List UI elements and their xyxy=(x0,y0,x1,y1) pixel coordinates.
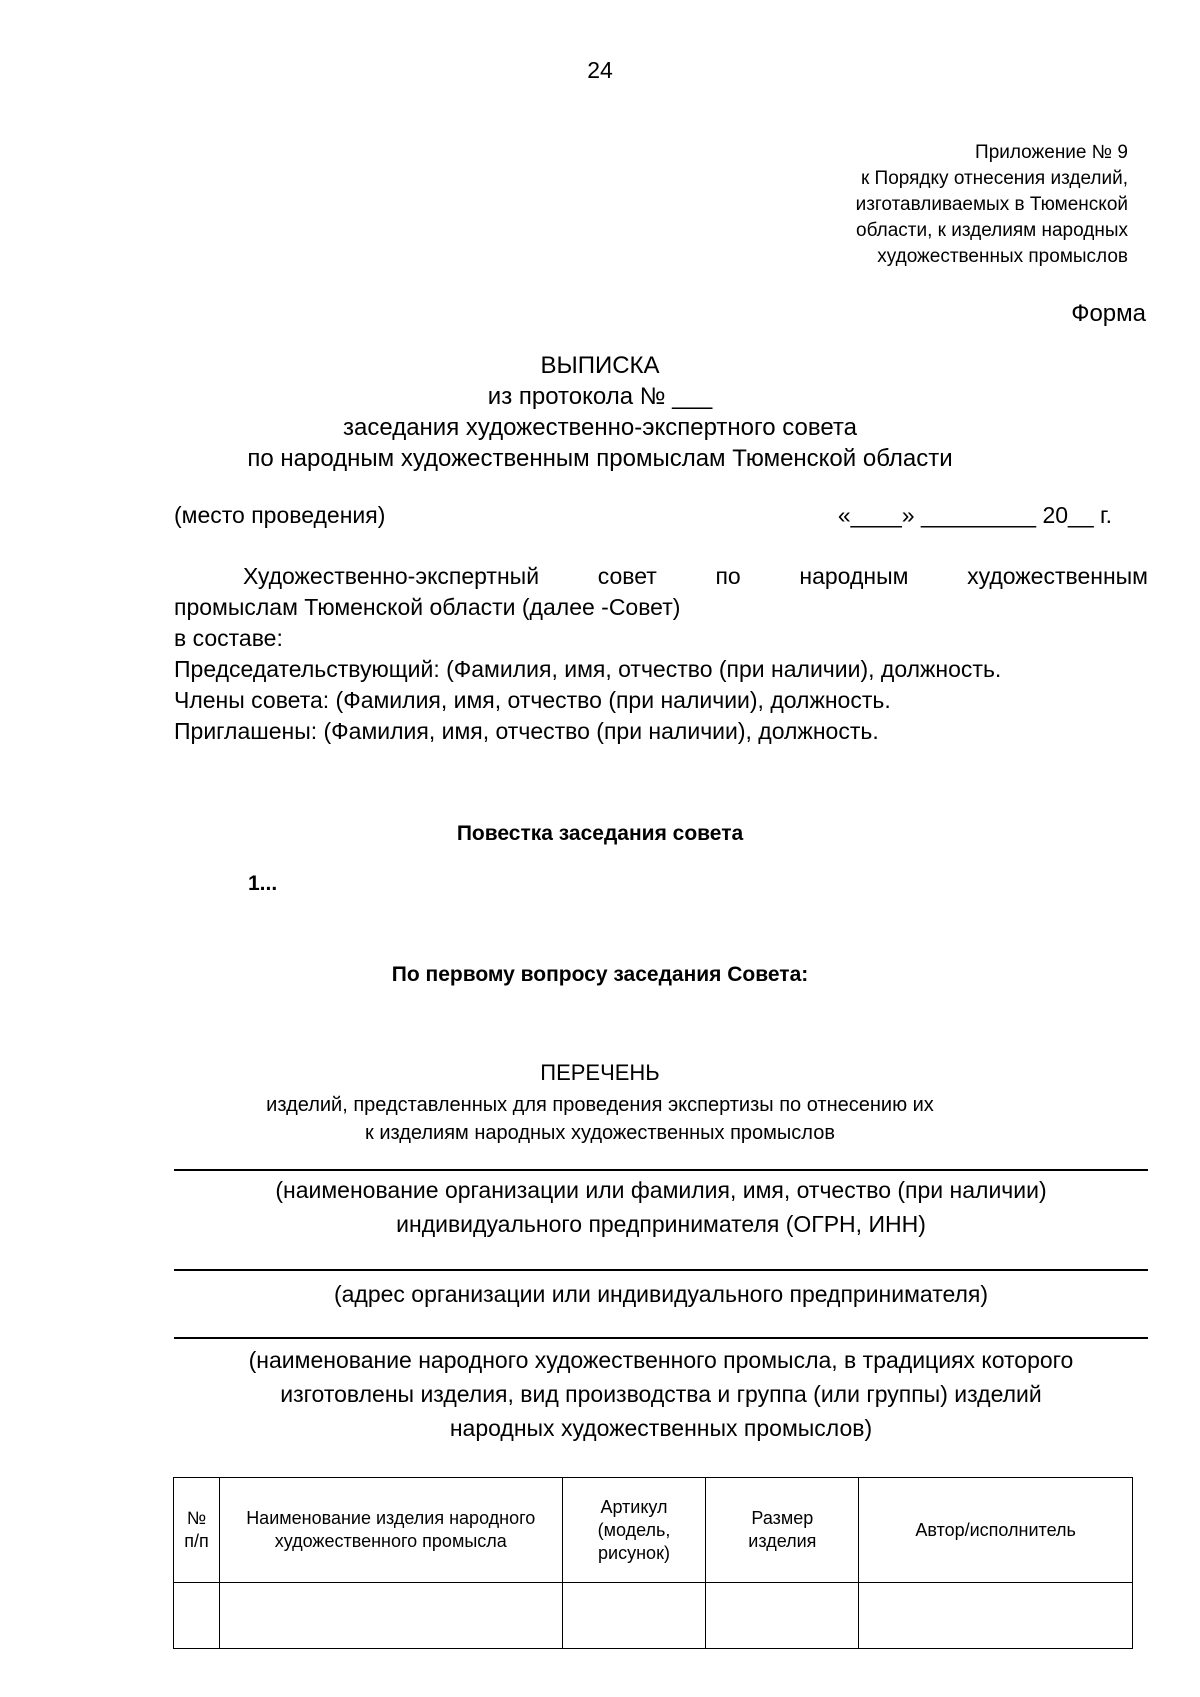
header-text: № xyxy=(186,1508,207,1528)
header-text: рисунок) xyxy=(598,1542,670,1563)
caption-line: (адрес организации или индивидуального предпринимателя) xyxy=(333,1281,989,1307)
agenda-item: 1... xyxy=(248,872,278,895)
table-header-row xyxy=(174,1478,1133,1583)
caption-line: индивидуального предпринимателя (ОГРН, ИНН) xyxy=(396,1211,926,1237)
title-line: по народным художественным промыслам Тюменской области xyxy=(247,445,953,472)
caption-line: (наименование организации или фамилия, имя, отчество (при наличии) xyxy=(275,1177,1047,1203)
invited-line: Приглашены: (Фамилия, имя, отчество (при наличии), должность. xyxy=(174,718,879,744)
address-underline xyxy=(174,1269,1148,1271)
table-cell xyxy=(562,1583,706,1649)
address-caption xyxy=(174,1277,1148,1311)
caption-line: народных художественных промыслов) xyxy=(449,1415,873,1441)
appendix-line: области, к изделиям народных xyxy=(856,220,1128,241)
list-subtitle xyxy=(0,1091,1200,1147)
page-number: 24 xyxy=(587,57,613,83)
header-text: художественного промысла xyxy=(274,1531,507,1551)
agenda-heading: Повестка заседания совета xyxy=(456,822,744,845)
members-line: Члены совета: (Фамилия, имя, отчество (при наличии), должность. xyxy=(174,687,891,713)
header-text: (модель, xyxy=(597,1519,671,1540)
caption-line: (наименование народного художественного промысла, в традициях которого xyxy=(248,1347,1074,1373)
org-underline xyxy=(174,1169,1148,1171)
header-size xyxy=(706,1478,859,1583)
appendix-line: к Порядку отнесения изделий, xyxy=(860,168,1128,189)
document-title xyxy=(150,350,1050,474)
chair-line: Председательствующий: (Фамилия, имя, отчество (при наличии), должность. xyxy=(174,656,1002,682)
body-line: промыслам Тюменской области (далее -Совет) xyxy=(174,594,681,620)
header-text: Размер xyxy=(751,1508,814,1528)
header-article xyxy=(562,1478,706,1583)
list-subtitle-line: изделий, представленных для проведения экспертизы по отнесению их xyxy=(266,1094,934,1116)
appendix-line: Приложение № 9 xyxy=(975,142,1128,163)
craft-underline xyxy=(174,1337,1148,1339)
form-label: Форма xyxy=(1071,300,1146,327)
header-text: Артикул xyxy=(600,1496,668,1517)
table-cell xyxy=(174,1583,220,1649)
header-number xyxy=(174,1478,220,1583)
craft-caption xyxy=(174,1343,1148,1445)
org-caption xyxy=(174,1173,1148,1241)
body-line: Художественно-экспертный совет по народным художественным xyxy=(243,563,1148,589)
date-line: «____» _________ 20__ г. xyxy=(837,502,1112,528)
header-item-name xyxy=(219,1478,562,1583)
table-cell xyxy=(219,1583,562,1649)
title-line: из протокола № ___ xyxy=(487,383,713,410)
table-row xyxy=(174,1583,1133,1649)
header-text: Наименование изделия народного xyxy=(246,1508,536,1528)
appendix-line: художественных промыслов xyxy=(877,246,1128,267)
table-cell xyxy=(859,1583,1133,1649)
list-title: ПЕРЕЧЕНЬ xyxy=(540,1060,660,1085)
council-composition xyxy=(174,561,1148,747)
header-author: Автор/исполнитель xyxy=(859,1478,1133,1583)
body-line: в составе: xyxy=(174,625,283,651)
table-cell xyxy=(706,1583,859,1649)
items-table xyxy=(173,1477,1133,1649)
list-subtitle-line: к изделиям народных художественных промыслов xyxy=(365,1122,835,1144)
header-text: п/п xyxy=(184,1531,209,1551)
first-question-heading: По первому вопросу заседания Совета: xyxy=(391,963,809,986)
appendix-line: изготавливаемых в Тюменской xyxy=(855,194,1128,215)
place-label: (место проведения) xyxy=(174,502,386,528)
title-line: заседания художественно-экспертного совета xyxy=(343,414,857,441)
header-text: изделия xyxy=(748,1531,817,1551)
title-line: ВЫПИСКА xyxy=(540,352,660,379)
caption-line: изготовлены изделия, вид производства и группа (или группы) изделий xyxy=(280,1381,1042,1407)
appendix-reference xyxy=(856,140,1128,270)
